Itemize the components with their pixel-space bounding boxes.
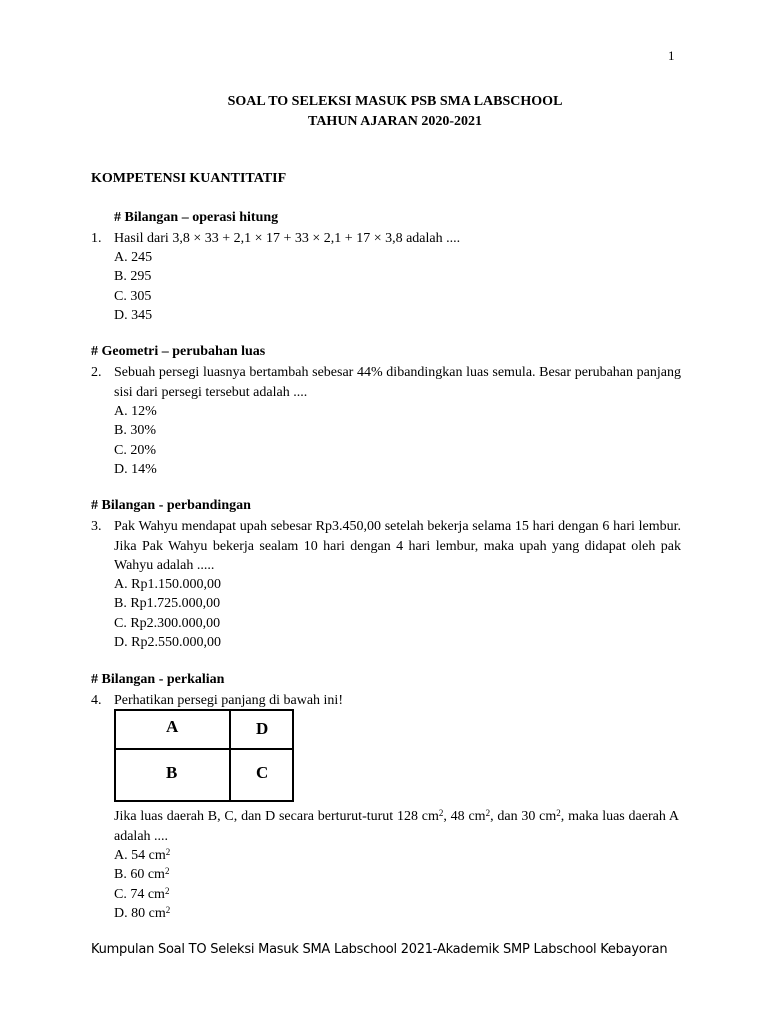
option: B. 30%	[114, 423, 156, 439]
region-a-label: A	[166, 717, 179, 736]
question-number: 4.	[91, 693, 102, 708]
competency-heading: KOMPETENSI KUANTITATIF	[91, 171, 287, 186]
doc-title-line1: SOAL TO SELEKSI MASUK PSB SMA LABSCHOOL	[227, 94, 563, 109]
option: A. Rp1.150.000,00	[114, 577, 221, 592]
question-4	[91, 691, 681, 711]
question-2-options	[114, 402, 157, 480]
option: D. 345	[114, 308, 153, 324]
page-number: 1	[668, 48, 675, 63]
question-2	[91, 363, 681, 402]
question-text: Sebuah persegi luasnya bertambah sebesar 44% dibandingkan luas semula. Besar perubahan panjang sisi dari persegi tersebut adalah ....	[114, 365, 681, 400]
question-1	[91, 229, 681, 249]
region-d-label: D	[256, 719, 269, 738]
option: B. 295	[114, 269, 152, 285]
option: C. 305	[114, 288, 152, 304]
rectangle-diagram	[114, 709, 294, 802]
option: A. 54 $cm^2$	[114, 847, 171, 863]
option: A. 245	[114, 250, 153, 265]
divider-horizontal	[116, 748, 292, 750]
question-text: Pak Wahyu mendapat upah sebesar Rp3.450,00 setelah bekerja selama 15 hari dengan 6 hari lembur. Jika Pak Wahyu bekerja sealam 10 hari dengan 4 hari lembur, maka upah yang didapat oleh pak Wahyu adalah .....	[114, 519, 681, 573]
option: A. 12%	[114, 404, 157, 419]
question-3	[91, 517, 681, 576]
question-1-options	[114, 248, 152, 326]
question-number: 1.	[91, 231, 102, 246]
question-3-options	[114, 575, 221, 653]
option: D. 80 $cm^2$	[114, 905, 171, 922]
option: C. 20%	[114, 442, 156, 458]
option: B. Rp1.725.000,00	[114, 596, 221, 612]
section-heading: # Geometri – perubahan luas	[91, 344, 266, 359]
page-footer: Kumpulan Soal TO Seleksi Masuk SMA Labschool 2021-Akademik SMP Labschool Kebayoran	[91, 942, 668, 957]
question-number: 3.	[91, 519, 102, 534]
doc-title-line2: TAHUN AJARAN 2020-2021	[308, 114, 482, 129]
section-heading: # Bilangan - perkalian	[91, 672, 225, 687]
option: C. 74 $cm^2$	[114, 885, 170, 902]
option: C. Rp2.300.000,00	[114, 615, 221, 631]
question-number: 2.	[91, 365, 102, 380]
question-text: Hasil dari 3,8 × 33 + 2,1 × 17 + 33 × 2,1 + 17 × 3,8 adalah ....	[114, 231, 461, 246]
option: B. 60 $cm^2$	[114, 866, 170, 883]
divider-vertical	[229, 711, 231, 800]
option: D. 14%	[114, 462, 157, 478]
question-text: Perhatikan persegi panjang di bawah ini!	[114, 693, 343, 708]
option: D. Rp2.550.000,00	[114, 635, 221, 651]
question-4-followup: Jika luas daerah B, C, dan D secara berturut-turut 128 $cm^2$, 48 $cm^2$, dan 30 $cm^2$, maka luas daerah A adalah ....	[114, 808, 679, 844]
section-heading: # Bilangan – operasi hitung	[114, 210, 279, 225]
question-4-options	[114, 846, 170, 924]
region-b-label: B	[166, 763, 178, 782]
section-heading: # Bilangan - perbandingan	[91, 498, 251, 513]
region-c-label: C	[256, 763, 269, 782]
